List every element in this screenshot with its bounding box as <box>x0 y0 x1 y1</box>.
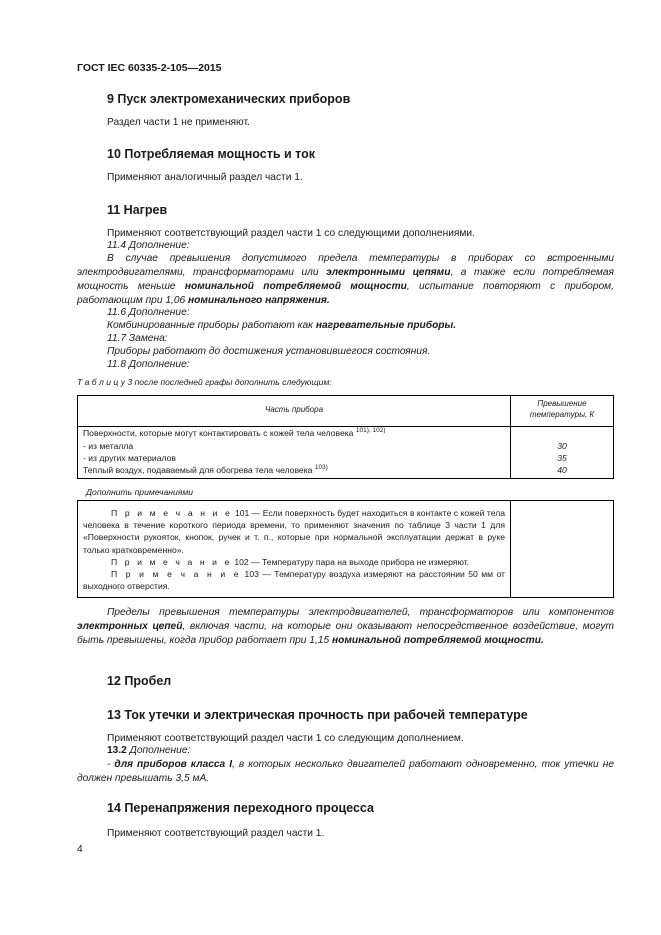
note-103: П р и м е ч а н и е 103 — Температуру воздуха измеряют на расстоянии 50 мм от выходного отверстия. <box>83 569 505 592</box>
section-10-title: 10 Потребляемая мощность и ток <box>107 147 315 161</box>
section-14-text: Применяют соответствующий раздел части 1. <box>107 828 325 839</box>
section-12-title: 12 Пробел <box>107 674 172 688</box>
page-number: 4 <box>77 844 83 855</box>
table-row-air: Теплый воздух, подаваемый для обогрева тела человека $^{103)}$ <box>83 464 328 475</box>
notes-add-label: Дополнить примечаниями <box>86 487 194 497</box>
note-102: П р и м е ч а н и е 102 — Температуру пара на выходе прибора не измеряют. <box>111 557 470 567</box>
section-13-intro: Применяют соответствующий раздел части 1 со следующим дополнением. <box>107 733 464 744</box>
section-13-title: 13 Ток утечки и электрическая прочность при рабочей температуре <box>107 708 528 722</box>
table-row-metal: - из металла <box>83 441 134 451</box>
table-value-metal: 30 <box>557 441 567 451</box>
clause-11-4: 11.4 Дополнение: <box>107 240 190 251</box>
limits-paragraph: Пределы превышения температуры электродвигателей, трансформаторов или компонентов электронных цепей, включая части, на которые они оказывают непосредственное воздействие, могут быть превышены, когда прибор работает при 1,15 номинальной потребляемой мощности. <box>77 607 614 646</box>
note-101: П р и м е ч а н и е 101 — Если поверхность будет находиться в контакте с кожей тела человека в течение короткого периода времени, то применяют значения по таблице 3 части 1 для «Поверхности рукояток, кнопок, ручек и т. п., которые при нормальной эксплуатации держат в руке только кратковременно». <box>83 508 505 555</box>
table-row-other: - из других материалов <box>83 453 176 463</box>
clause-11-4-text: В случае превышения допустимого предела температуры в приборах со встроенными электродвигателями, трансформаторами или электронными цепями, а также если потребляемая мощность меньше номинальной потребляемой мощности, испытание повторяют с прибором, работающим при 1,06 номинального напряжения. <box>77 253 614 306</box>
clause-11-6-text: Комбинированные приборы работают как нагревательные приборы. <box>107 320 457 331</box>
document-header: ГОСТ IEC 60335-2-105—2015 <box>77 62 222 74</box>
table-value-air: 40 <box>557 465 567 475</box>
clause-11-7-text: Приборы работают до достижения установившегося состояния. <box>107 346 431 357</box>
table-caption: Т а б л и ц у 3 после последней графы дополнить следующим: <box>77 377 332 387</box>
clause-11-8: 11.8 Дополнение: <box>107 359 190 370</box>
section-14-title: 14 Перенапряжения переходного процесса <box>107 801 374 815</box>
clause-13-2-text: - для приборов класса I, в которых несколько двигателей работают одновременно, ток утечки не должен превышать 3,5 мА. <box>77 759 614 784</box>
section-11-intro: Применяют соответствующий раздел части 1 со следующими дополнениями. <box>107 228 475 239</box>
section-9-text: Раздел части 1 не применяют. <box>107 117 250 128</box>
section-9-title: 9 Пуск электромеханических приборов <box>107 92 351 106</box>
table-header-temp-1: Превышение <box>537 399 587 408</box>
table-value-other: 35 <box>557 453 567 463</box>
table-header-part: Часть прибора <box>264 405 324 414</box>
clause-11-6: 11.6 Дополнение: <box>107 307 190 318</box>
section-10-text: Применяют аналогичный раздел части 1. <box>107 172 303 183</box>
clause-11-7: 11.7 Замена: <box>107 333 168 344</box>
clause-13-2: 13.2 Дополнение: <box>107 745 191 756</box>
section-11-title: 11 Нагрев <box>107 203 168 217</box>
table-row-surfaces: Поверхности, которые могут контактировать с кожей тела человека $^{101), 102)}$ <box>83 427 386 438</box>
table-header-temp-2: температуры, К <box>529 410 595 419</box>
